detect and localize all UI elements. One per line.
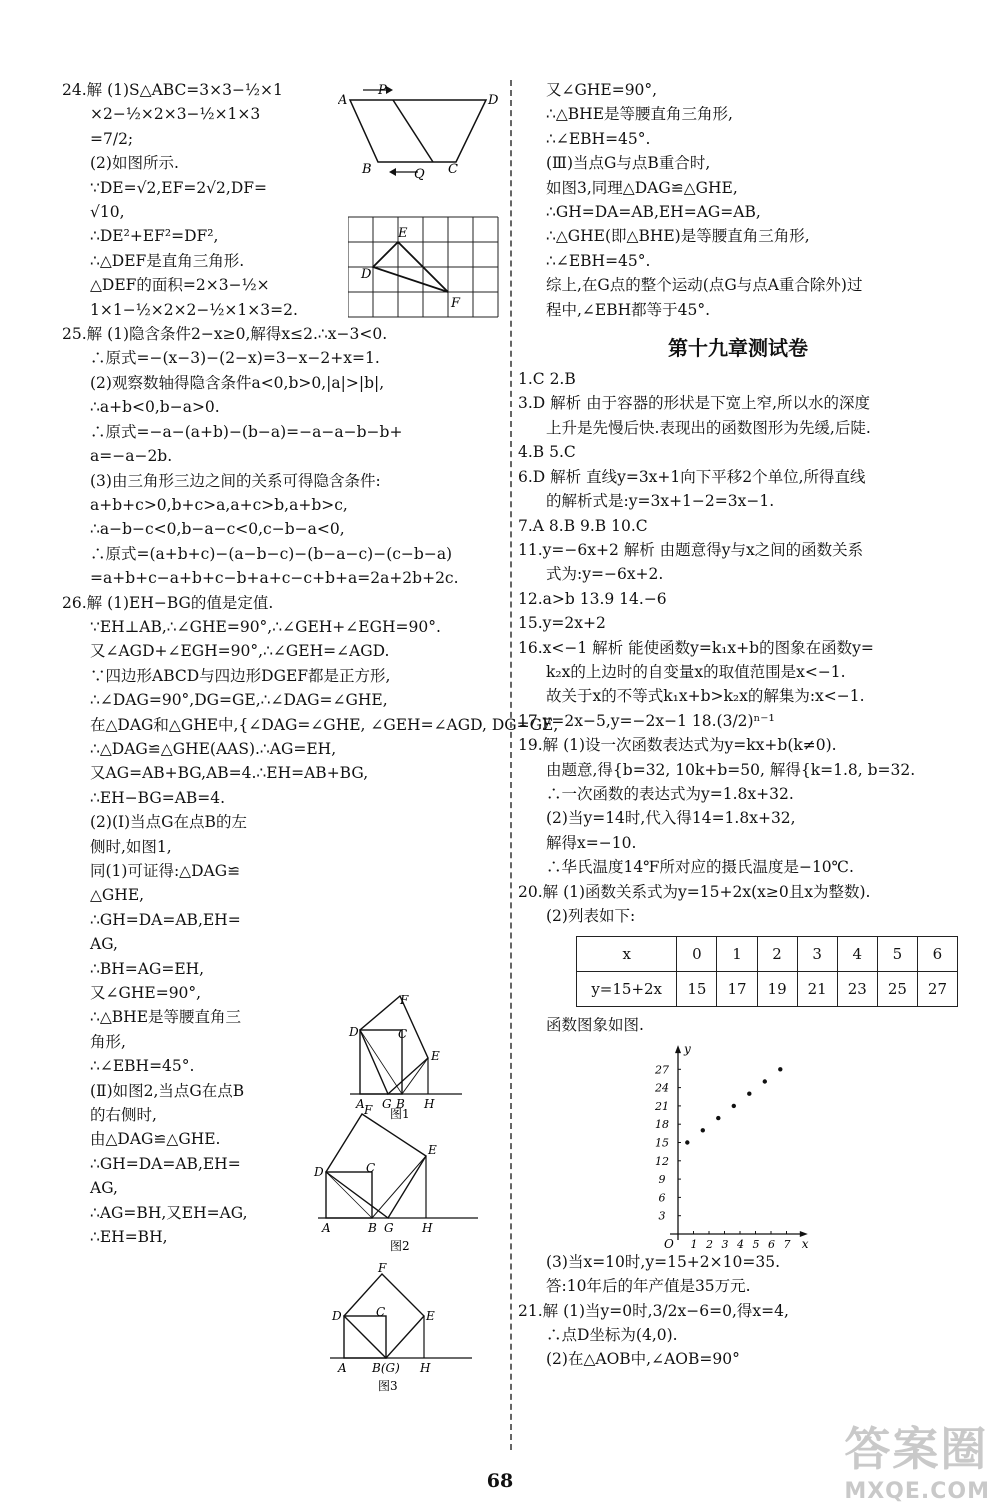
table-cell: 1: [717, 937, 757, 972]
text-line: AG,: [90, 935, 118, 954]
watermark: [844, 1413, 990, 1504]
table-cell: 23: [837, 972, 877, 1007]
text-line: △GHE,: [90, 886, 145, 905]
answer-line: 1.C 2.B: [518, 370, 576, 389]
table-cell: 19: [757, 972, 797, 1007]
text-line: 侧时,如图1,: [90, 837, 172, 856]
data-point: [778, 1067, 782, 1071]
fig-label: C: [366, 1161, 376, 1175]
text-line: ∴△DEF是直角三角形.: [90, 251, 245, 270]
fig-label: D: [332, 1309, 342, 1323]
value-table: [576, 936, 958, 1007]
text-line: 如图3,同理△DAG≌△GHE,: [546, 178, 738, 197]
fig-label: F: [451, 296, 461, 311]
table-cell: 17: [717, 972, 757, 1007]
answer-line: 11.y=−6x+2 解析 由题意得y与x之间的函数关系: [518, 540, 864, 559]
y-axis-label: y: [684, 1041, 691, 1056]
fig-label: A: [322, 1221, 331, 1235]
answer-line: 解得x=−10.: [546, 833, 637, 852]
text-line: AG,: [90, 1179, 118, 1198]
text-line: 在△DAG和△GHE中,{∠DAG=∠GHE, ∠GEH=∠AGD, DG=GE,: [90, 715, 559, 734]
answer-line: k₂x的上边时的自变量x的取值范围是x<−1.: [546, 662, 846, 681]
text-line: 同(1)可证得:△DAG≌: [90, 862, 241, 880]
fig-label: E: [398, 226, 408, 241]
fig-label: H: [424, 1097, 435, 1111]
text-line: △DEF的面积=2×3−½×: [90, 276, 270, 295]
text-line: ∴∠EBH=45°.: [546, 129, 651, 148]
text-line: ∴BH=AG=EH,: [90, 959, 205, 978]
text-line: ∴∠DAG=90°,DG=GE,∴∠DAG=∠GHE,: [90, 691, 388, 710]
scatter-chart: [518, 1038, 958, 1250]
y-tick-label: 21: [655, 1099, 669, 1113]
text-line: ∴∠EBH=45°.: [546, 251, 651, 270]
answer-line: 7.A 8.B 9.B 10.C: [518, 516, 648, 535]
answer-line: 19.解 (1)设一次函数表达式为y=kx+b(k≠0).: [518, 736, 837, 755]
fig-label: G: [382, 1097, 392, 1111]
table-cell: 5: [877, 937, 917, 972]
text-line: a+b+c>0,b+c>a,a+c>b,a+b>c,: [90, 495, 348, 514]
text-line: 函数图象如图.: [546, 1016, 644, 1035]
text-line: 25.解 (1)隐含条件2−x≥0,解得x≤2.∴x−3<0.: [62, 325, 388, 344]
right-column: [518, 78, 958, 1372]
text-line: a=−a−2b.: [90, 447, 173, 466]
fig-label: E: [428, 1143, 437, 1157]
text-line: (3)当x=10时,y=15+2×10=35.: [546, 1252, 780, 1271]
text-line: ∴EH=BH,: [90, 1228, 168, 1247]
text-line: ∵四边形ABCD与四边形DGEF都是正方形,: [90, 666, 391, 685]
answer-line: ∴华氏温度14℉所对应的摄氏温度是−10℃.: [546, 858, 854, 877]
page-number: 68: [486, 1470, 514, 1492]
geometry-figure-3: [320, 1258, 480, 1398]
answer-line: 12.a>b 13.9 14.−6: [518, 589, 667, 608]
y-tick-label: 27: [655, 1063, 669, 1077]
text-line: ∴∠EBH=45°.: [90, 1057, 195, 1076]
text-line: 答:10年后的年产值是35万元.: [546, 1277, 751, 1296]
text-line: ∴点D坐标为(4,0).: [546, 1326, 678, 1345]
table-cell: 2: [757, 937, 797, 972]
text-line: ∴GH=DA=AB,EH=: [90, 1154, 241, 1173]
fig-label: B: [362, 162, 372, 177]
fig-label: E: [426, 1309, 435, 1323]
table-cell: x: [577, 937, 677, 972]
y-tick-label: 24: [655, 1081, 669, 1095]
text-line: ×2−½×2×3−½×1×3: [90, 105, 261, 124]
y-tick-label: 3: [658, 1209, 666, 1223]
text-line: ∴DE²+EF²=DF²,: [90, 227, 219, 246]
fig-label: C: [448, 162, 458, 177]
column-divider: [510, 80, 512, 1450]
fig-label: B: [368, 1221, 377, 1235]
fig-label: E: [431, 1049, 440, 1063]
text-line: ∴GH=DA=AB,EH=AG=AB,: [546, 203, 761, 222]
text-line: ∴△DAG≌△GHE(AAS).∴AG=EH,: [90, 739, 337, 758]
answer-line: 17.y=2x−5,y=−2x−1 18.(3/2)ⁿ⁻¹: [518, 711, 775, 730]
fig-label: G: [384, 1221, 394, 1235]
text-line: ∴△BHE是等腰直角三: [90, 1008, 242, 1027]
text-line: ∴原式=−a−(a+b)−(b−a)=−a−a−b−b+: [90, 422, 403, 441]
geometry-figure-1: [340, 992, 470, 1120]
chapter-title: 第十九章测试卷: [668, 336, 808, 361]
fig-label: D: [314, 1165, 324, 1179]
text-line: ∴△BHE是等腰直角三角形,: [546, 105, 733, 124]
fig-label: B(G): [372, 1361, 400, 1375]
fig-label: C: [398, 1027, 408, 1041]
text-line: ∴原式=−(x−3)−(2−x)=3−x−2+x=1.: [90, 349, 380, 368]
text-line: (2)(Ⅰ)当点G在点B的左: [90, 813, 247, 832]
answer-line: (2)列表如下:: [546, 907, 636, 925]
table-cell: 21: [797, 972, 837, 1007]
watermark-logo: 答案圈: [844, 1422, 989, 1476]
text-line: 24.解 (1)S△ABC=3×3−½×1: [62, 81, 283, 99]
answer-line: 6.D 解析 直线y=3x+1向下平移2个单位,所得直线: [518, 467, 866, 486]
fig-label: H: [420, 1361, 431, 1375]
fig-label: F: [364, 1103, 373, 1117]
trapezoid-figure: [338, 80, 508, 180]
table-cell: 0: [677, 937, 717, 972]
x-tick-label: 4: [737, 1237, 744, 1250]
answer-line: 20.解 (1)函数关系式为y=15+2x(x≥0且x为整数).: [518, 882, 871, 901]
text-line: (2)在△AOB中,∠AOB=90°: [546, 1350, 740, 1369]
x-tick-label: 1: [690, 1237, 698, 1250]
data-point: [763, 1079, 767, 1083]
text-line: 又AG=AB+BG,AB=4.∴EH=AB+BG,: [90, 764, 369, 783]
y-tick-label: 18: [655, 1118, 669, 1132]
fig-label: A: [338, 1361, 347, 1375]
table-cell: 25: [877, 972, 917, 1007]
fig-label: P: [378, 83, 387, 98]
text-line: ∴AG=BH,又EH=AG,: [90, 1203, 248, 1222]
fig-label: A: [338, 93, 348, 108]
text-line: ∴原式=(a+b+c)−(a−b−c)−(b−a−c)−(c−b−a): [90, 544, 453, 563]
text-line: 1×1−½×2×2−½×1×3=2.: [90, 300, 298, 319]
geometry-figure-2: [306, 1102, 486, 1254]
answer-line: 4.B 5.C: [518, 443, 576, 462]
answer-line: 故关于x的不等式k₁x+b>k₂x的解集为:x<−1.: [546, 687, 865, 706]
table-row: [577, 937, 958, 972]
answer-line: 3.D 解析 由于容器的形状是下宽上窄,所以水的深度: [518, 394, 870, 413]
figure-caption: 图1: [390, 1107, 410, 1120]
x-tick-label: 2: [706, 1237, 713, 1250]
fig-label: F: [378, 1261, 387, 1275]
fig-label: D: [349, 1025, 359, 1039]
text-line: ∴a+b<0,b−a>0.: [90, 398, 220, 417]
x-tick-label: 6: [768, 1237, 775, 1250]
fig-label: H: [422, 1221, 433, 1235]
table-cell: 15: [677, 972, 717, 1007]
x-axis-label: x: [801, 1236, 809, 1250]
answer-line: 由题意,得{b=32, 10k+b=50, 解得{k=1.8, b=32.: [546, 760, 916, 779]
table-cell: 3: [797, 937, 837, 972]
text-line: (Ⅱ)如图2,当点G在点B: [90, 1081, 245, 1100]
text-line: 26.解 (1)EH−BG的值是定值.: [62, 593, 274, 612]
x-tick-label: 7: [783, 1237, 791, 1250]
text-line: (3)由三角形三边之间的关系可得隐含条件:: [90, 471, 381, 490]
text-line: ∴a−b−c<0,b−a−c<0,c−b−a<0,: [90, 520, 345, 539]
table-cell: 6: [917, 937, 957, 972]
figure-caption: 图2: [390, 1239, 410, 1253]
text-line: =a+b+c−a+b+c−b+a+c−c+b+a=2a+2b+2c.: [90, 569, 459, 588]
fig-label: C: [376, 1305, 386, 1319]
data-point: [685, 1140, 689, 1144]
text-line: 角形,: [90, 1032, 126, 1051]
answer-line: (2)当y=14时,代入得14=1.8x+32,: [546, 809, 796, 828]
text-line: ∵DE=√2,EF=2√2,DF=: [90, 178, 268, 197]
text-line: 又∠GHE=90°,: [546, 81, 658, 99]
fig-label: F: [400, 993, 409, 1007]
y-tick-label: 9: [658, 1172, 666, 1186]
y-tick-label: 12: [655, 1154, 669, 1168]
table-cell: 27: [917, 972, 957, 1007]
answer-line: 的解析式是:y=3x+1−2=3x−1.: [546, 492, 775, 511]
text-line: 综上,在G点的整个运动(点G与点A重合除外)过: [546, 276, 863, 295]
text-line: =7/2;: [90, 129, 134, 148]
text-line: 由△DAG≌△GHE.: [90, 1130, 221, 1149]
answer-line: 15.y=2x+2: [518, 614, 606, 633]
table-row: [577, 972, 958, 1007]
text-line: 程中,∠EBH都等于45°.: [546, 300, 711, 319]
x-tick-label: 5: [752, 1237, 760, 1250]
text-line: (Ⅲ)当点G与点B重合时,: [546, 154, 711, 173]
table-cell: 4: [837, 937, 877, 972]
text-line: 21.解 (1)当y=0时,3/2x−6=0,得x=4,: [518, 1301, 789, 1320]
data-point: [701, 1128, 705, 1132]
y-tick-label: 15: [655, 1136, 669, 1150]
x-tick-label: 3: [721, 1237, 729, 1250]
y-axis-arrow: [675, 1045, 681, 1053]
grid-figure: [348, 215, 508, 327]
answer-line: 16.x<−1 解析 能使函数y=k₁x+b的图象在函数y=: [518, 638, 874, 657]
text-line: ∵EH⊥AB,∴∠GHE=90°,∴∠GEH+∠EGH=90°.: [90, 617, 441, 636]
answer-line: 上升是先慢后快.表现出的函数图形为先缓,后陡.: [546, 418, 871, 437]
fig-label: A: [356, 1097, 365, 1111]
figure-caption: 图3: [378, 1379, 398, 1393]
data-point: [732, 1104, 736, 1108]
table-cell: y=15+2x: [577, 972, 677, 1007]
text-line: 又∠GHE=90°,: [90, 984, 202, 1003]
answer-line: 式为:y=−6x+2.: [546, 565, 664, 584]
data-point: [716, 1116, 720, 1120]
fig-label: D: [361, 267, 372, 282]
text-line: √10,: [90, 203, 125, 222]
fig-label: D: [488, 93, 499, 108]
origin-label: O: [664, 1236, 674, 1250]
text-line: ∴GH=DA=AB,EH=: [90, 910, 241, 929]
fig-label: B: [396, 1097, 405, 1111]
text-line: ∴△GHE(即△BHE)是等腰直角三角形,: [546, 227, 810, 246]
text-line: 又∠AGD+∠EGH=90°,∴∠GEH=∠AGD.: [90, 642, 390, 661]
text-line: 的右侧时,: [90, 1106, 157, 1125]
answer-line: ∴一次函数的表达式为y=1.8x+32.: [546, 784, 794, 803]
watermark-url: MXQE.COM: [844, 1479, 990, 1504]
y-tick-label: 6: [658, 1191, 666, 1205]
fig-label: Q: [414, 167, 425, 180]
data-point: [747, 1091, 751, 1095]
text-line: (2)观察数轴得隐含条件a<0,b>0,|a|>|b|,: [90, 373, 385, 392]
text-line: ∴EH−BG=AB=4.: [90, 788, 226, 807]
text-line: (2)如图所示.: [90, 154, 179, 173]
